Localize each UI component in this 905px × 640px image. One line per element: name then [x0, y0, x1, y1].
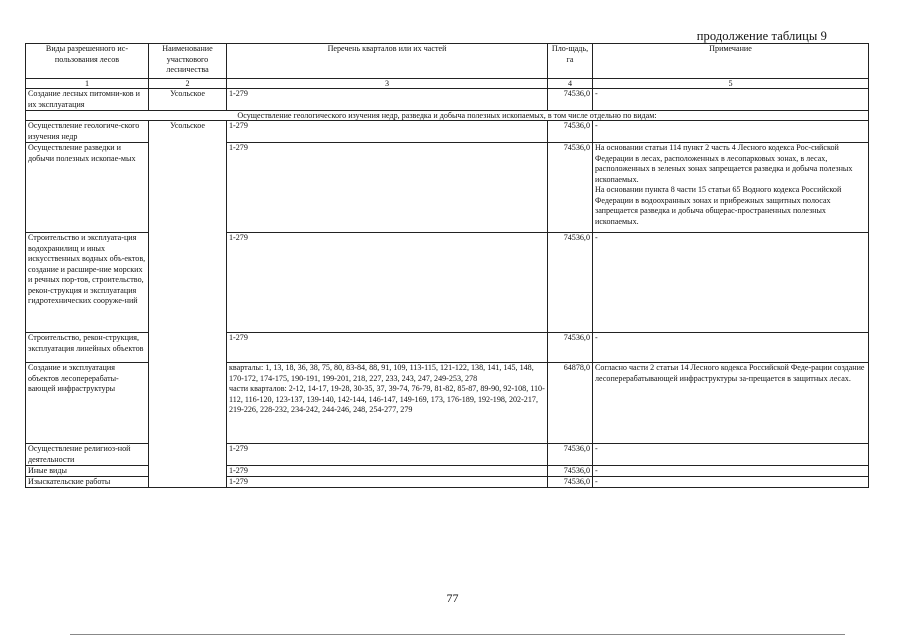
cell-kind: Создание и эксплуатация объектов лесоперерабаты-вающей инфраструктуры: [26, 363, 149, 444]
cell-area: 74536,0: [548, 333, 593, 363]
header-area: Пло-щадь, га: [548, 44, 593, 79]
cell-note: -: [593, 121, 869, 143]
cell-kind: Строительство и эксплуата-ция водохранилищ и иных искусственных водных объ-ектов, создание и расшире-ние морских и речных пор-тов, строительство, рекон-струкция и эксплуатация гидротехнических сооруже-ний: [26, 233, 149, 333]
col-number: 5: [593, 79, 869, 89]
cell-note: -: [593, 233, 869, 333]
cell-note: На основании статьи 114 пункт 2 часть 4 Лесного кодекса Рос-сийской Федерации в лесах, расположенных в лесопарковых зонах, в лесах, расположенных в зеленых зонах запрещается разведка и добыча полезных ископаемых. На основании пункта 8 части 15 статьи 65 Водного кодекса Российской Федерации в водоохранных зонах и прибрежных защитных полосах запрещается разведка и добыча общерас-пространенных полезных ископаемых.: [593, 143, 869, 233]
cell-quarters: 1-279: [227, 466, 548, 477]
section-heading-row: [26, 111, 869, 121]
cell-quarters: 1-279: [227, 143, 548, 233]
table-caption: продолжение таблицы 9: [696, 29, 827, 43]
cell-kind: Создание лесных питомни-ков и их эксплуатация: [26, 89, 149, 111]
cell-note: -: [593, 477, 869, 488]
cell-kind: Осуществление разведки и добычи полезных ископае-мых: [26, 143, 149, 233]
cell-area: 74536,0: [548, 444, 593, 466]
table-row: [26, 477, 869, 488]
cell-forestry: Усольское: [149, 89, 227, 111]
header-quarters: Перечень кварталов или их частей: [227, 44, 548, 79]
cell-forestry-empty: [149, 333, 227, 363]
cell-kind: Осуществление религиоз-ной деятельности: [26, 444, 149, 466]
cell-forestry: Усольское: [149, 121, 227, 143]
header-forestry: Наименование участкового лесничества: [149, 44, 227, 79]
cell-area: 74536,0: [548, 477, 593, 488]
cell-forestry-empty: [149, 444, 227, 466]
cell-quarters: 1-279: [227, 444, 548, 466]
cell-note: -: [593, 444, 869, 466]
col-number: 4: [548, 79, 593, 89]
table-row: [26, 363, 869, 444]
col-number: 3: [227, 79, 548, 89]
table-row: [26, 121, 869, 143]
header-note: Примечание: [593, 44, 869, 79]
cell-kind: Изыскательские работы: [26, 477, 149, 488]
cell-area: 74536,0: [548, 466, 593, 477]
column-number-row: [26, 79, 869, 89]
cell-forestry-empty: [149, 466, 227, 477]
section-heading: Осуществление геологического изучения недр, разведка и добыча полезных ископаемых, в том числе отдельно по видам:: [26, 111, 869, 121]
cell-area: 74536,0: [548, 89, 593, 111]
table-row: [26, 143, 869, 233]
table-header-row: [26, 44, 869, 79]
cell-kind: Осуществление геологиче-ского изучения недр: [26, 121, 149, 143]
cell-area: 74536,0: [548, 121, 593, 143]
table-row: [26, 89, 869, 111]
cell-quarters: 1-279: [227, 89, 548, 111]
cell-note: -: [593, 333, 869, 363]
cell-forestry-empty: [149, 233, 227, 333]
col-number: 2: [149, 79, 227, 89]
cell-quarters: 1-279: [227, 233, 548, 333]
forest-use-table: [25, 43, 869, 488]
cell-forestry-empty: [149, 143, 227, 233]
cell-note: -: [593, 89, 869, 111]
cell-forestry-empty: [149, 363, 227, 444]
cell-quarters: 1-279: [227, 121, 548, 143]
cell-forestry-empty: [149, 477, 227, 488]
cell-kind: Иные виды: [26, 466, 149, 477]
cell-area: 74536,0: [548, 143, 593, 233]
table-row: [26, 444, 869, 466]
cell-note: -: [593, 466, 869, 477]
table-row: [26, 233, 869, 333]
scan-edge-line: [70, 634, 845, 635]
cell-area: 74536,0: [548, 233, 593, 333]
header-kind: Виды разрешенного ис-пользования лесов: [26, 44, 149, 79]
cell-area: 64878,0: [548, 363, 593, 444]
page-number: 77: [446, 591, 459, 605]
table-row: [26, 333, 869, 363]
table-row: [26, 466, 869, 477]
col-number: 1: [26, 79, 149, 89]
cell-quarters: 1-279: [227, 333, 548, 363]
cell-quarters: 1-279: [227, 477, 548, 488]
cell-quarters: кварталы: 1, 13, 18, 36, 38, 75, 80, 83-84, 88, 91, 109, 113-115, 121-122, 138, 141, 145, 148, 170-172, 174-175, 190-191, 199-201, 218, 227, 233, 243, 247, 249-253, 278 части кварталов: 2-12, 14-17, 19-28, 30-35, 37, 39-74, 76-79, 81-82, 85-87, 89-90, 92-108, 110-112, 116-120, 123-137, 139-140, 142-144, 146-147, 149-169, 173, 176-189, 192-198, 202-217, 219-226, 228-232, 234-242, 244-246, 248, 254-277, 279: [227, 363, 548, 444]
cell-kind: Строительство, рекон-струкция, эксплуатация линейных объектов: [26, 333, 149, 363]
cell-note: Согласно части 2 статьи 14 Лесного кодекса Российской Феде-рации создание лесоперерабатывающей инфраструктуры за-прещается в защитных лесах.: [593, 363, 869, 444]
